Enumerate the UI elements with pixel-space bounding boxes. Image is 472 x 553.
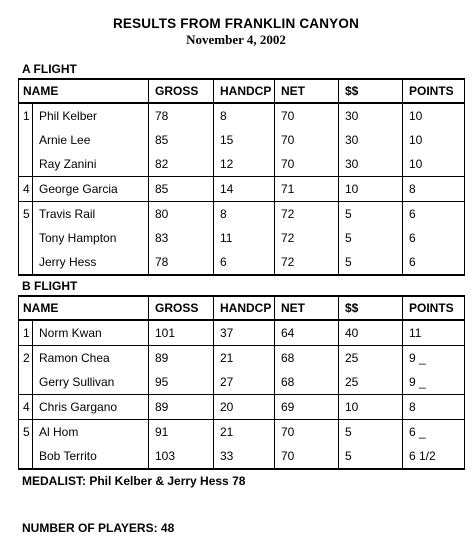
- gross: 89: [149, 395, 214, 420]
- position: 1: [19, 103, 33, 128]
- table-row: [19, 152, 465, 177]
- table-row: [19, 177, 465, 202]
- net: 72: [275, 250, 339, 275]
- net: 64: [275, 320, 339, 346]
- money: 10: [339, 177, 403, 202]
- b-flight-table: [18, 295, 465, 470]
- net: 70: [275, 420, 339, 445]
- col-header-points: POINTS: [403, 296, 465, 320]
- col-header-money: $$: [339, 79, 403, 103]
- position: 5: [19, 202, 33, 227]
- event-date: November 4, 2002: [186, 32, 286, 47]
- a-flight-label: A FLIGHT: [22, 62, 77, 76]
- table-row: [19, 128, 465, 152]
- handicap: 11: [214, 226, 275, 250]
- money: 30: [339, 152, 403, 177]
- player-name: Tony Hampton: [33, 226, 149, 250]
- position: 1: [19, 320, 33, 346]
- table-row: [19, 346, 465, 371]
- page-title: RESULTS FROM FRANKLIN CANYON: [112, 16, 360, 31]
- net: 70: [275, 444, 339, 469]
- gross: 95: [149, 370, 214, 395]
- gross: 82: [149, 152, 214, 177]
- handicap: 21: [214, 420, 275, 445]
- money: 25: [339, 370, 403, 395]
- gross: 78: [149, 103, 214, 128]
- table-row: [19, 226, 465, 250]
- handicap: 33: [214, 444, 275, 469]
- col-header-gross: GROSS: [149, 79, 214, 103]
- money: 5: [339, 226, 403, 250]
- gross: 103: [149, 444, 214, 469]
- player-name: Ray Zanini: [33, 152, 149, 177]
- position: [19, 152, 33, 177]
- gross: 89: [149, 346, 214, 371]
- table-header-row: [19, 79, 465, 103]
- points: 10: [403, 128, 465, 152]
- points: 8: [403, 177, 465, 202]
- points: 6: [403, 226, 465, 250]
- position: 4: [19, 177, 33, 202]
- position: 2: [19, 346, 33, 371]
- table-row: [19, 420, 465, 445]
- position: 5: [19, 420, 33, 445]
- table-row: [19, 202, 465, 227]
- net: 70: [275, 103, 339, 128]
- handicap: 20: [214, 395, 275, 420]
- money: 5: [339, 202, 403, 227]
- number-of-players: NUMBER OF PLAYERS: 48: [22, 521, 175, 535]
- a-flight-table: [18, 78, 465, 276]
- net: 69: [275, 395, 339, 420]
- col-header-points: POINTS: [403, 79, 465, 103]
- player-name: Travis Rail: [33, 202, 149, 227]
- position: [19, 444, 33, 469]
- player-name: Norm Kwan: [33, 320, 149, 346]
- handicap: 15: [214, 128, 275, 152]
- col-header-gross: GROSS: [149, 296, 214, 320]
- money: 40: [339, 320, 403, 346]
- money: 10: [339, 395, 403, 420]
- handicap: 8: [214, 103, 275, 128]
- table-row: [19, 444, 465, 469]
- player-name: Phil Kelber: [33, 103, 149, 128]
- position: [19, 370, 33, 395]
- money: 5: [339, 444, 403, 469]
- points: 6: [403, 250, 465, 275]
- gross: 91: [149, 420, 214, 445]
- handicap: 27: [214, 370, 275, 395]
- net: 68: [275, 370, 339, 395]
- player-name: Al Hom: [33, 420, 149, 445]
- handicap: 14: [214, 177, 275, 202]
- player-name: Ramon Chea: [33, 346, 149, 371]
- player-name: Chris Gargano: [33, 395, 149, 420]
- handicap: 12: [214, 152, 275, 177]
- gross: 83: [149, 226, 214, 250]
- medalist-line: MEDALIST: Phil Kelber & Jerry Hess 78: [22, 474, 246, 488]
- player-name: George Garcia: [33, 177, 149, 202]
- player-name: Arnie Lee: [33, 128, 149, 152]
- position: 4: [19, 395, 33, 420]
- player-name: Bob Territo: [33, 444, 149, 469]
- handicap: 37: [214, 320, 275, 346]
- handicap: 21: [214, 346, 275, 371]
- b-flight-label: B FLIGHT: [22, 279, 78, 293]
- net: 71: [275, 177, 339, 202]
- table-row: [19, 103, 465, 128]
- handicap: 8: [214, 202, 275, 227]
- net: 68: [275, 346, 339, 371]
- table-row: [19, 370, 465, 395]
- points: 6: [403, 202, 465, 227]
- net: 70: [275, 128, 339, 152]
- points: 8: [403, 395, 465, 420]
- points: 10: [403, 103, 465, 128]
- table-row: [19, 250, 465, 275]
- col-header-net: NET: [275, 296, 339, 320]
- money: 30: [339, 128, 403, 152]
- points: 9 _: [403, 346, 465, 371]
- points: 10: [403, 152, 465, 177]
- gross: 78: [149, 250, 214, 275]
- player-name: Jerry Hess: [33, 250, 149, 275]
- points: 6 1/2: [403, 444, 465, 469]
- net: 70: [275, 152, 339, 177]
- col-header-name: NAME: [19, 296, 149, 320]
- gross: 85: [149, 177, 214, 202]
- gross: 80: [149, 202, 214, 227]
- col-header-net: NET: [275, 79, 339, 103]
- gross: 85: [149, 128, 214, 152]
- col-header-handcp: HANDCP: [214, 79, 275, 103]
- position: [19, 226, 33, 250]
- points: 11: [403, 320, 465, 346]
- money: 25: [339, 346, 403, 371]
- col-header-money: $$: [339, 296, 403, 320]
- table-header-row: [19, 296, 465, 320]
- col-header-handcp: HANDCP: [214, 296, 275, 320]
- gross: 101: [149, 320, 214, 346]
- points: 9 _: [403, 370, 465, 395]
- money: 5: [339, 250, 403, 275]
- net: 72: [275, 202, 339, 227]
- col-header-name: NAME: [19, 79, 149, 103]
- points: 6 _: [403, 420, 465, 445]
- position: [19, 128, 33, 152]
- table-row: [19, 395, 465, 420]
- money: 5: [339, 420, 403, 445]
- table-row: [19, 320, 465, 346]
- position: [19, 250, 33, 275]
- handicap: 6: [214, 250, 275, 275]
- player-name: Gerry Sullivan: [33, 370, 149, 395]
- net: 72: [275, 226, 339, 250]
- money: 30: [339, 103, 403, 128]
